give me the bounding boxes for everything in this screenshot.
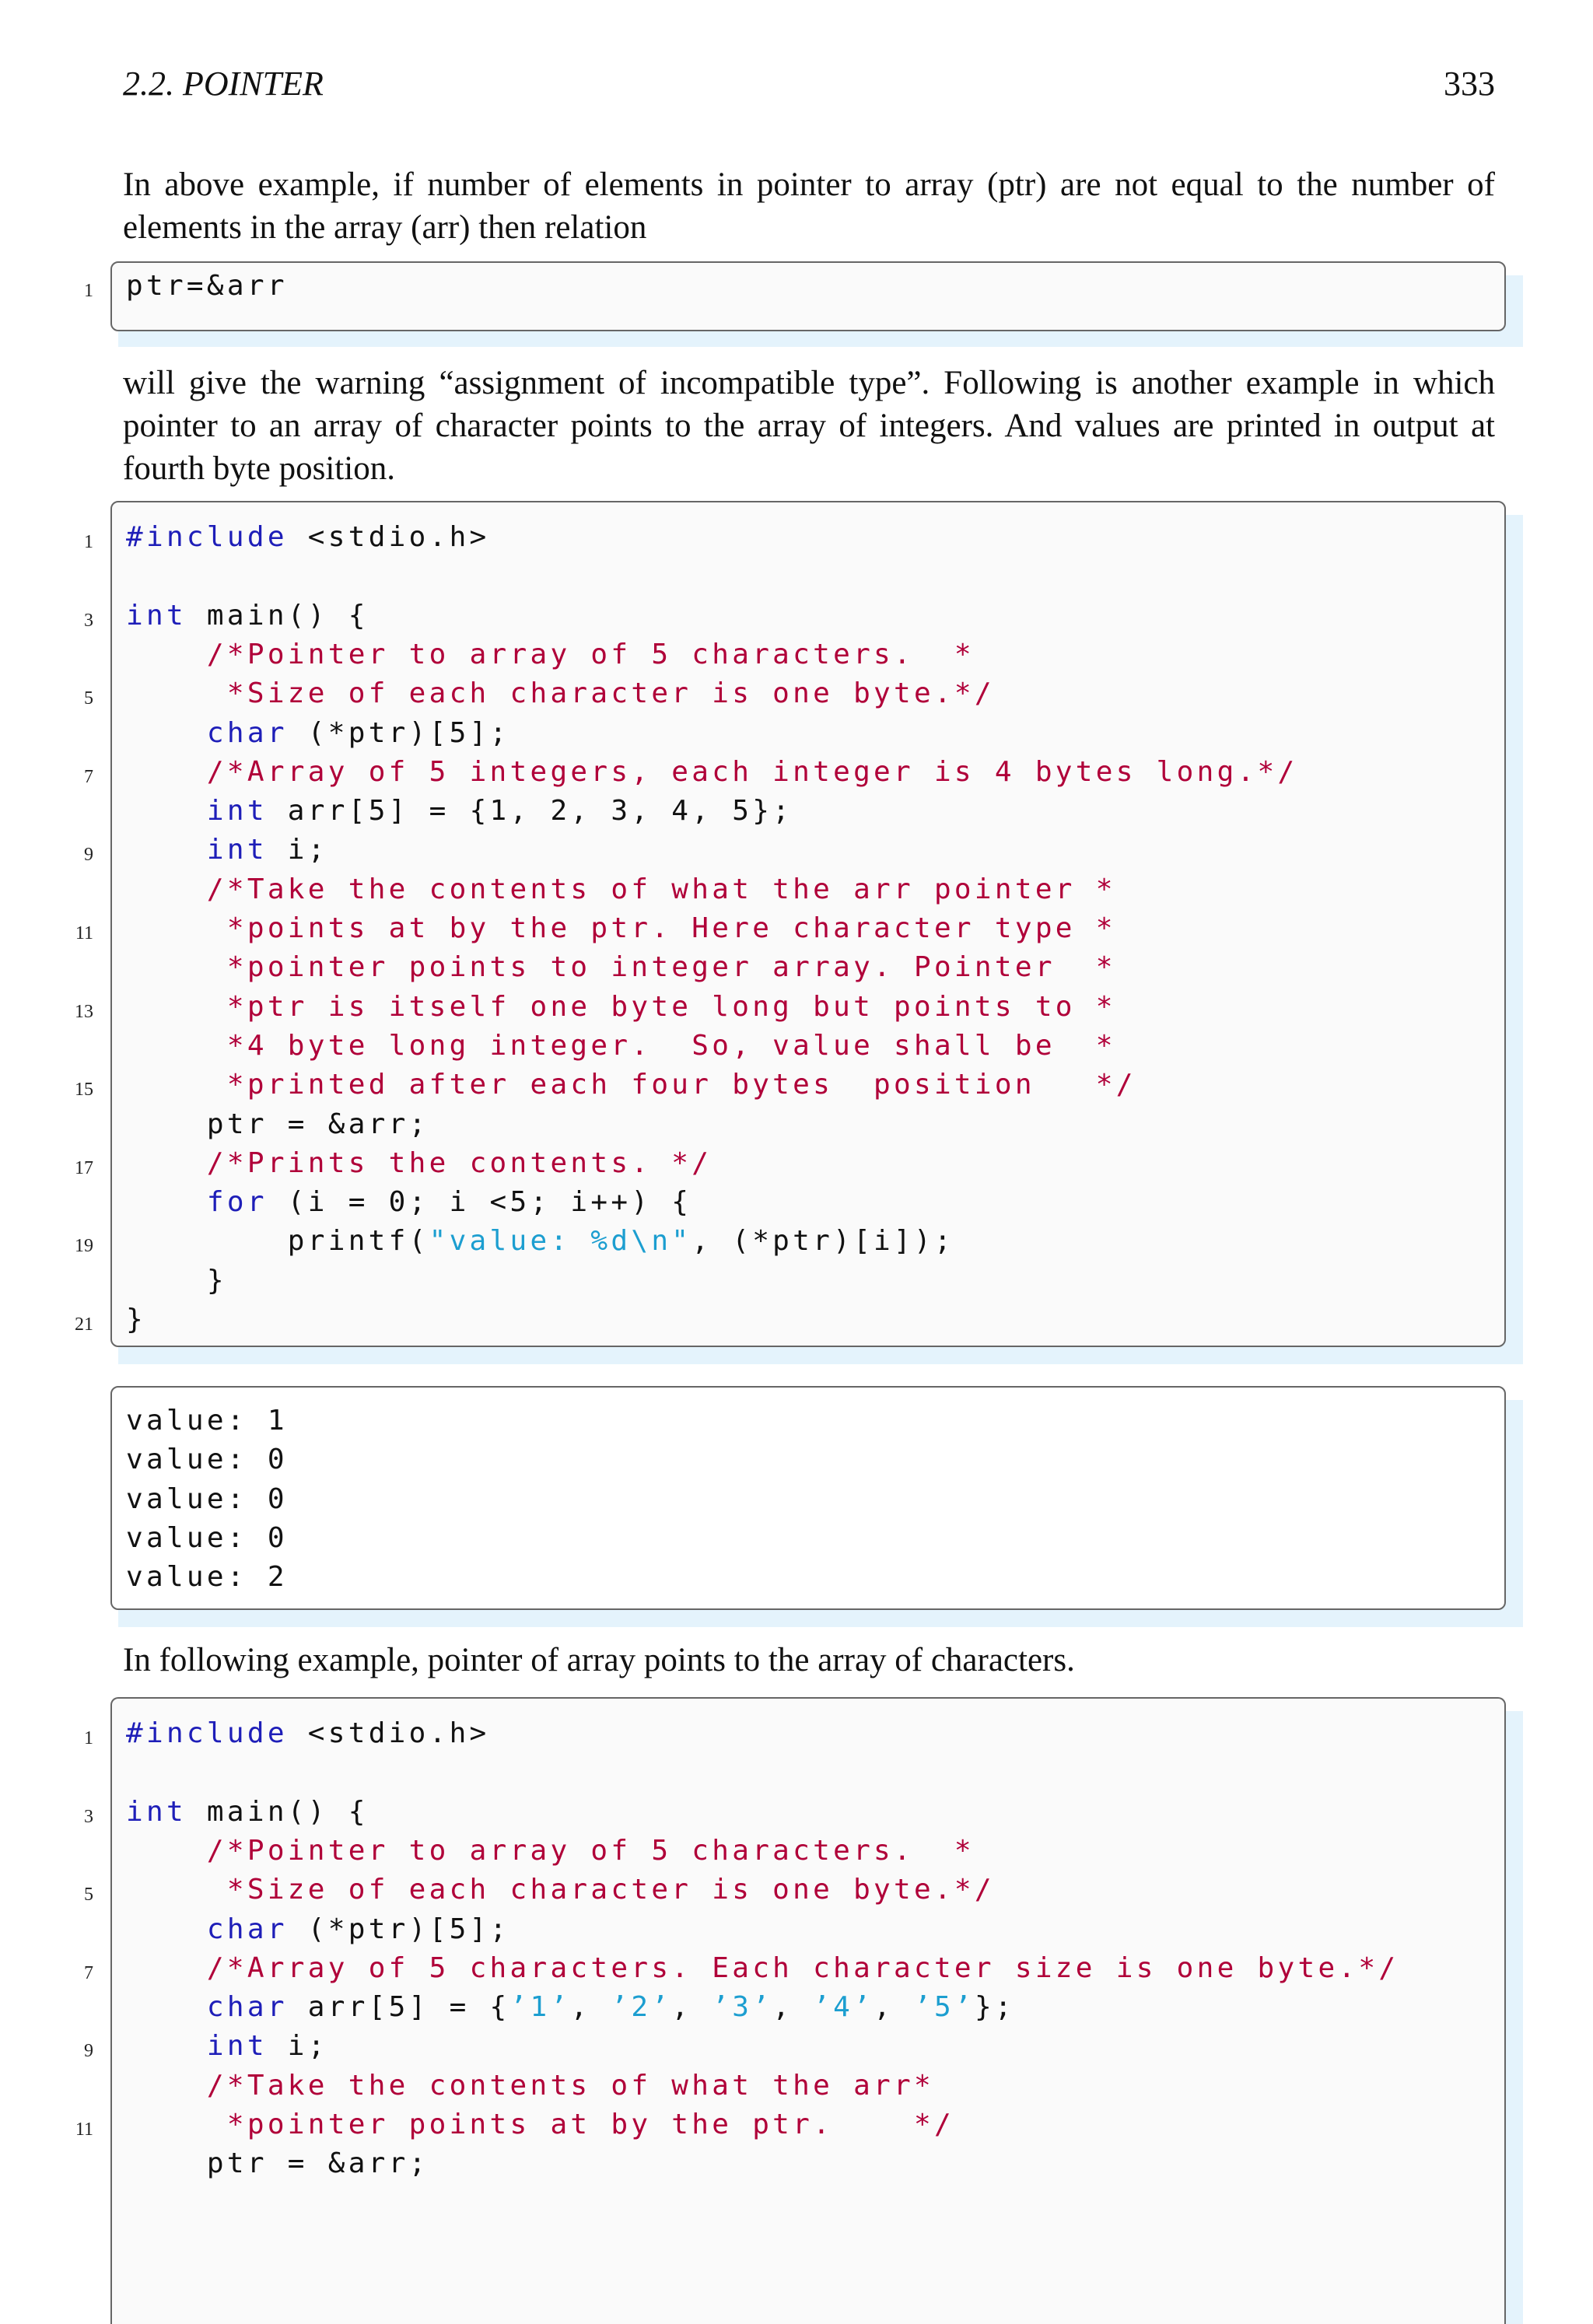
code-comment: /*Pointer to array of 5 characters. *: [206, 1834, 975, 1867]
code-token: [126, 912, 227, 944]
code-text: [126, 1105, 429, 1144]
code-text: [126, 2105, 954, 2144]
code-text: [126, 2027, 328, 2066]
line-number: 17: [75, 1157, 93, 1178]
code-text: [126, 1300, 146, 1339]
code2-line: [112, 1910, 1504, 1949]
code-text: [126, 518, 490, 557]
code1-line: [84, 831, 1504, 870]
code-keyword: char: [206, 1991, 288, 2024]
output1-line: [112, 1440, 1504, 1479]
code-text: [126, 831, 328, 870]
code-text: [126, 1144, 712, 1183]
code-text: [126, 1949, 1399, 1988]
code-text: [126, 1832, 975, 1871]
code-keyword: for: [206, 1186, 268, 1219]
code1-line: [112, 557, 1504, 596]
code-comment: /*Prints the contents. */: [206, 1146, 712, 1179]
code-token: ptr = &arr;: [126, 1108, 429, 1140]
code-text: [126, 1402, 288, 1440]
code-token: [126, 677, 227, 709]
line-number: 7: [84, 1962, 93, 1983]
code2-line: [112, 1988, 1504, 2027]
line-number: 11: [75, 923, 93, 943]
line-number: 9: [84, 2041, 93, 2062]
output1-line: [112, 1558, 1504, 1597]
code-text: [126, 988, 1116, 1027]
line-number: 7: [84, 766, 93, 787]
line-number: 1: [84, 532, 93, 552]
code-text: [126, 753, 1298, 792]
code-comment: *4 byte long integer. So, value shall be *: [226, 1029, 1116, 1062]
code-token: [126, 2070, 207, 2102]
output1-line: [112, 1402, 1504, 1440]
code-token: [126, 834, 207, 866]
code-comment: *ptr is itself one byte long but points to *: [226, 990, 1116, 1023]
code-token: value: 0: [126, 1482, 288, 1515]
code-text: [126, 1262, 227, 1300]
code-token: [126, 717, 207, 749]
code-token: [126, 1030, 227, 1062]
code-token: [126, 951, 227, 983]
code-token: [126, 1874, 227, 1906]
code1-line: [112, 1105, 1504, 1144]
code-token: ptr = &arr;: [126, 2147, 429, 2180]
code-string: "value: %d\n": [429, 1225, 692, 1258]
code-token: arr[5] = {1, 2, 3, 4, 5};: [267, 795, 793, 828]
code-token: }: [126, 1264, 227, 1297]
code-token: <stdio.h>: [287, 521, 490, 553]
code-token: (*ptr)[5];: [287, 1913, 510, 1945]
code-text: [126, 870, 1116, 909]
code-token: [126, 1991, 207, 2023]
code-text: [126, 1027, 1116, 1066]
line-number: 15: [75, 1080, 93, 1101]
code-token: ptr=&arr: [126, 270, 288, 302]
code-token: [126, 2030, 207, 2062]
code1-line: [112, 1027, 1504, 1066]
code-text: [126, 1988, 1015, 2027]
code1-line: [84, 753, 1504, 792]
code-token: [126, 1069, 227, 1101]
code-text: [126, 1066, 1136, 1104]
code-keyword: #include: [126, 1717, 288, 1749]
code2-line: [112, 2067, 1504, 2105]
output1-line: [112, 1480, 1504, 1519]
code-token: }: [126, 1304, 146, 1335]
code-text: [126, 1793, 369, 1832]
code1-line: [112, 870, 1504, 909]
line-number: 3: [84, 1806, 93, 1827]
code1-line: [112, 792, 1504, 831]
code-token: ,: [772, 1991, 814, 2024]
snippet1-line: [84, 267, 1504, 306]
code2-line: [84, 2027, 1504, 2066]
line-number: 13: [75, 1001, 93, 1022]
code-comment: /*Array of 5 integers, each integer is 4 bytes long.*/: [206, 755, 1298, 788]
code-comment: /*Pointer to array of 5 characters. *: [206, 638, 975, 670]
code-token: ,: [874, 1991, 915, 2024]
code-token: value: 0: [126, 1444, 288, 1476]
code-text: [126, 1183, 691, 1222]
code-token: [126, 991, 227, 1023]
code1-line: [75, 1222, 1504, 1261]
code-token: [126, 2109, 227, 2140]
page-number: 333: [1444, 65, 1495, 103]
code-token: };: [974, 1991, 1015, 2024]
code-token: (i = 0; i <5; i++) {: [267, 1186, 692, 1219]
code-comment: /*Array of 5 characters. Each character size is one byte.*/: [206, 1951, 1399, 1984]
code-text: [126, 1440, 288, 1479]
code-listing-1: [75, 501, 1506, 1347]
code1-line: [112, 948, 1504, 987]
code-comment: *printed after each four bytes position */: [226, 1069, 1136, 1101]
code-token: [126, 873, 207, 905]
code-listing-2: [75, 1697, 1506, 2324]
code-text: [126, 1714, 490, 1753]
code1-line: [112, 635, 1504, 674]
section-title: 2.2. POINTER: [123, 65, 324, 103]
code-comment: *Size of each character is one byte.*/: [226, 1874, 995, 1906]
code-text: [126, 1910, 510, 1949]
code2-line: [84, 1871, 1504, 1909]
code-token: [126, 795, 207, 827]
code-token: printf(: [126, 1225, 429, 1258]
code1-line: [75, 909, 1504, 948]
code-keyword: char: [206, 716, 288, 749]
line-number: 1: [84, 281, 93, 301]
code-text: [126, 1480, 288, 1519]
code2-line: [112, 1832, 1504, 1871]
code-token: main() {: [186, 599, 369, 632]
code2-line: [112, 2144, 1504, 2183]
line-number: 1: [84, 1728, 93, 1748]
code-token: value: 0: [126, 1521, 288, 1554]
code-comment: /*Take the contents of what the arr pointer *: [206, 873, 1116, 905]
code1-line: [75, 1300, 1504, 1339]
output1-shadow-bottom: [118, 1608, 1523, 1627]
code-text: [126, 674, 995, 713]
code-comment: *pointer points to integer array. Pointer *: [226, 951, 1116, 984]
line-number: 5: [84, 688, 93, 709]
line-number: 11: [75, 2119, 93, 2140]
running-header: [123, 64, 1495, 110]
code-token: <stdio.h>: [287, 1717, 490, 1749]
code-token: [126, 639, 207, 670]
code-text: [126, 635, 975, 674]
code-token: i;: [267, 834, 328, 866]
code-text: [126, 792, 793, 831]
code-text: [126, 714, 510, 753]
code1-line: [75, 1066, 1504, 1104]
code-token: [126, 756, 207, 788]
code-token: [126, 1835, 207, 1867]
code-token: [126, 1186, 207, 1218]
code-keyword: int: [126, 1795, 187, 1828]
code1-line: [75, 1144, 1504, 1183]
snippet-1-box: [84, 261, 1506, 331]
snippet1-shadow-bottom: [118, 330, 1523, 347]
code-text: [126, 948, 1116, 987]
code-text: [126, 1558, 288, 1597]
code-token: , (*ptr)[i]);: [691, 1225, 954, 1258]
code-text: [126, 1222, 954, 1261]
code1-line: [75, 988, 1504, 1027]
line-number: 21: [75, 1314, 93, 1335]
line-number: 9: [84, 845, 93, 866]
code-token: value: 1: [126, 1405, 288, 1437]
code-keyword: #include: [126, 521, 288, 553]
code2-line: [112, 1753, 1504, 1792]
output1-line: [112, 1519, 1504, 1558]
code-token: arr[5] = {: [287, 1991, 510, 2024]
code-keyword: int: [206, 2030, 268, 2063]
code-token: ,: [671, 1991, 712, 2024]
code1-line: [84, 518, 1504, 557]
code-string: ’1’: [509, 1991, 571, 2024]
code1-line: [112, 1183, 1504, 1222]
code-token: [126, 1913, 207, 1945]
code-comment: *pointer points at by the ptr. */: [226, 2109, 954, 2140]
code-string: ’4’: [813, 1991, 874, 2024]
code-string: ’2’: [611, 1991, 672, 2024]
code-string: ’5’: [914, 1991, 975, 2024]
code-comment: /*Take the contents of what the arr*: [206, 2069, 934, 2102]
code-string: ’3’: [712, 1991, 773, 2024]
line-number: 3: [84, 610, 93, 631]
code-token: [126, 1952, 207, 1984]
code1-line: [84, 597, 1504, 635]
paragraph-3: In following example, pointer of array points to the array of characters.: [123, 1642, 1075, 1678]
code-keyword: char: [206, 1913, 288, 1945]
code-keyword: int: [206, 795, 268, 828]
code2-line: [84, 1793, 1504, 1832]
code-token: i;: [267, 2030, 328, 2063]
code-text: [126, 597, 369, 635]
line-number: 19: [75, 1236, 93, 1257]
code-comment: *Size of each character is one byte.*/: [226, 677, 995, 710]
code-text: [126, 2144, 429, 2183]
code-token: [126, 1147, 207, 1179]
code-text: [126, 267, 288, 306]
code-text: [126, 1519, 288, 1558]
code-keyword: int: [206, 834, 268, 866]
code-text: [126, 909, 1116, 948]
code1-line: [112, 1262, 1504, 1300]
code1-line: [84, 674, 1504, 713]
paragraph-2: will give the warning “assignment of incompatible type”. Following is another example in which pointer to an array of character points to the array of integers. And values are printed in output at fourth byte position.: [123, 365, 1495, 487]
code-token: (*ptr)[5];: [287, 716, 510, 749]
paragraph-1: In above example, if number of elements in pointer to array (ptr) are not equal to the number of elements in the array (arr) then relation: [123, 166, 1495, 246]
code-comment: *points at by the ptr. Here character type *: [226, 912, 1116, 944]
code-token: main() {: [186, 1795, 369, 1828]
code-token: value: 2: [126, 1561, 288, 1594]
code-text: [126, 2067, 934, 2105]
code-text: [126, 1871, 995, 1909]
code2-line: [84, 1714, 1504, 1753]
program-output-1: [110, 1386, 1506, 1610]
code2-line: [75, 2105, 1504, 2144]
code-token: ,: [570, 1991, 611, 2024]
code-keyword: int: [126, 599, 187, 632]
code2-line: [84, 1949, 1504, 1988]
code1-shadow-bottom: [118, 1346, 1523, 1364]
line-number: 5: [84, 1885, 93, 1906]
code1-line: [112, 714, 1504, 753]
